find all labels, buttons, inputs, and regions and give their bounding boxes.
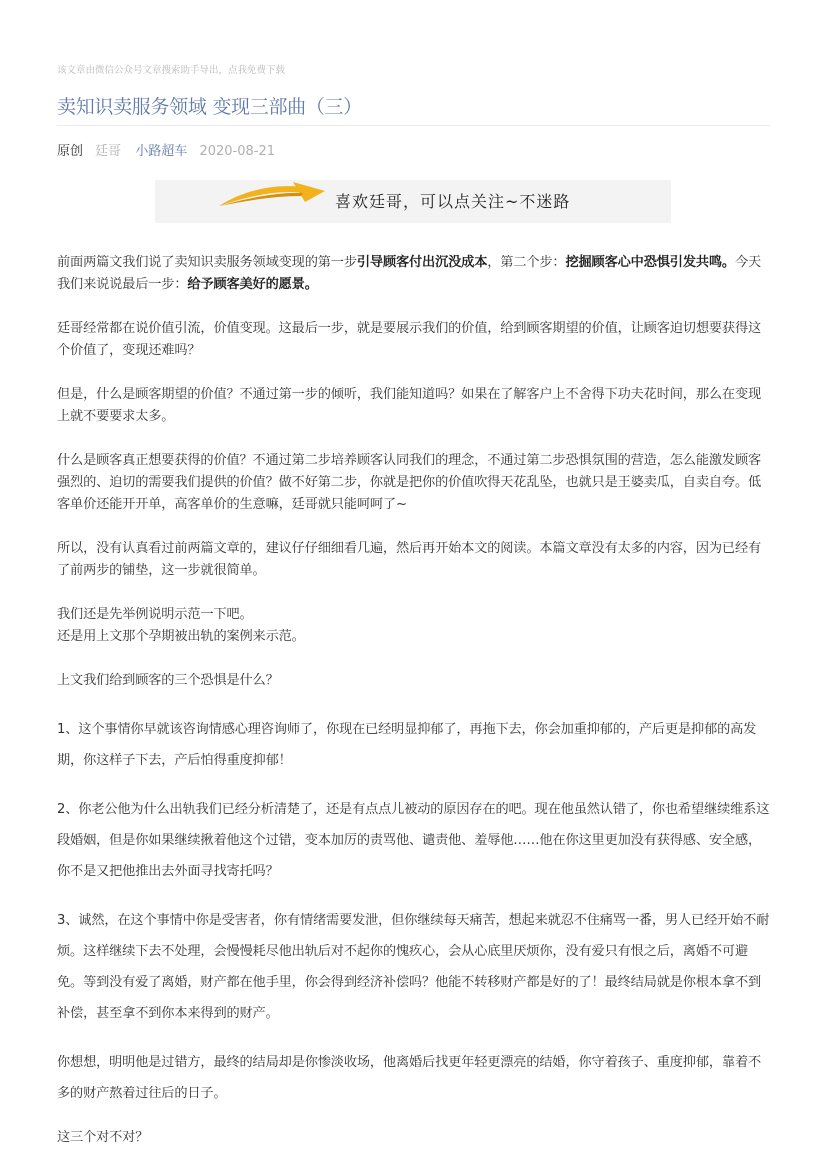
- paragraph: 所以，没有认真看过前两篇文章的，建议仔仔细细看几遍，然后再开始本文的阅读。本篇文章没有太多的内容，因为已经有了前两步的铺垫，这一步就很简单。: [57, 541, 762, 578]
- paragraph: 还是用上文那个孕期被出轨的案例来示范。: [57, 629, 305, 644]
- article-body: [57, 252, 770, 1171]
- export-notice-link[interactable]: 该文章由微信公众号文章搜索助手导出，点我免费下载: [57, 65, 286, 76]
- fear-item-3: 3、诚然，在这个事情中你是受害者，你有情绪需要发泄，但你继续每天痛苦，想起来就忍不住痛骂一番，男人已经开始不耐烦。这样继续下去不处理，会慢慢耗尽他出轨后对不起你的愧疚心，会从心底里厌烦你，没有爱只有恨之后，离婚不可避免。等到没有爱了离婚，财产都在他手里，你会得到经济补偿吗？他能不转移财产都是好的了！最终结局就是你根本拿不到补偿，甚至拿不到你本来得到的财产。: [57, 913, 770, 1021]
- paragraph: 上文我们给到顾客的三个恐惧是什么？: [57, 673, 279, 688]
- paragraph-intro: 前面两篇文我们说了卖知识卖服务领域变现的第一步引导顾客付出沉没成本，第二个步：挖掘顾客心中恐惧引发共鸣。今天我们来说说最后一步：给予顾客美好的愿景。: [57, 255, 762, 292]
- title-divider: [57, 125, 770, 126]
- paragraph: 廷哥经常都在说价值引流，价值变现。这最后一步，就是要展示我们的价值，给到顾客期望的价值，让顾客迫切想要获得这个价值了，变现还难吗？: [57, 321, 762, 358]
- original-tag: 原创: [57, 144, 84, 159]
- article-title: 卖知识卖服务领域 变现三部曲（三）: [57, 96, 362, 118]
- paragraph: 你想想，明明他是过错方，最终的结局却是你惨淡收场，他离婚后找更年轻更漂亮的结婚，你守着孩子、重度抑郁，靠着不多的财产熬着过往后的日子。: [57, 1055, 762, 1101]
- paragraph: 这三个对不对？: [57, 1130, 149, 1145]
- account-name-link[interactable]: 小路超车: [135, 144, 188, 159]
- article-meta: [57, 140, 283, 159]
- follow-banner-image: [155, 180, 671, 223]
- fear-item-1: 1、这个事情你早就该咨询情感心理咨询师了，你现在已经明显抑郁了，再拖下去，你会加重抑郁的，产后更是抑郁的高发期，你这样子下去，产后怕得重度抑郁！: [57, 722, 757, 768]
- paragraph: 什么是顾客真正想要获得的价值？不通过第二步培养顾客认同我们的理念，不通过第二步恐惧氛围的营造，怎么能激发顾客强烈的、迫切的需要我们提供的价值？做不好第二步，你就是把你的价值吹得天花乱坠，也就只是王婆卖瓜，自卖自夸。低客单价还能开开单，高客单价的生意嘛，廷哥就只能呵呵了~: [57, 453, 762, 512]
- paragraph: 我们还是先举例说明示范一下吧。: [57, 607, 253, 622]
- paragraph: 但是，什么是顾客期望的价值？不通过第一步的倾听，我们能知道吗？如果在了解客户上不舍得下功夫花时间，那么在变现上就不要要求太多。: [57, 387, 762, 424]
- banner-text: 喜欢廷哥，可以点关注~不迷路: [335, 192, 571, 211]
- publish-date: 2020-08-21: [199, 144, 276, 159]
- author-name: 廷哥: [95, 144, 122, 159]
- fear-item-2: 2、你老公他为什么出轨我们已经分析清楚了，还是有点点儿被动的原因存在的吧。现在他虽然认错了，你也希望继续维系这段婚姻，但是你如果继续揪着他这个过错，变本加厉的责骂他、谴责他、羞辱他……他在你这里更加没有获得感、安全感，你不是又把他推出去外面寻找寄托吗？: [57, 802, 770, 879]
